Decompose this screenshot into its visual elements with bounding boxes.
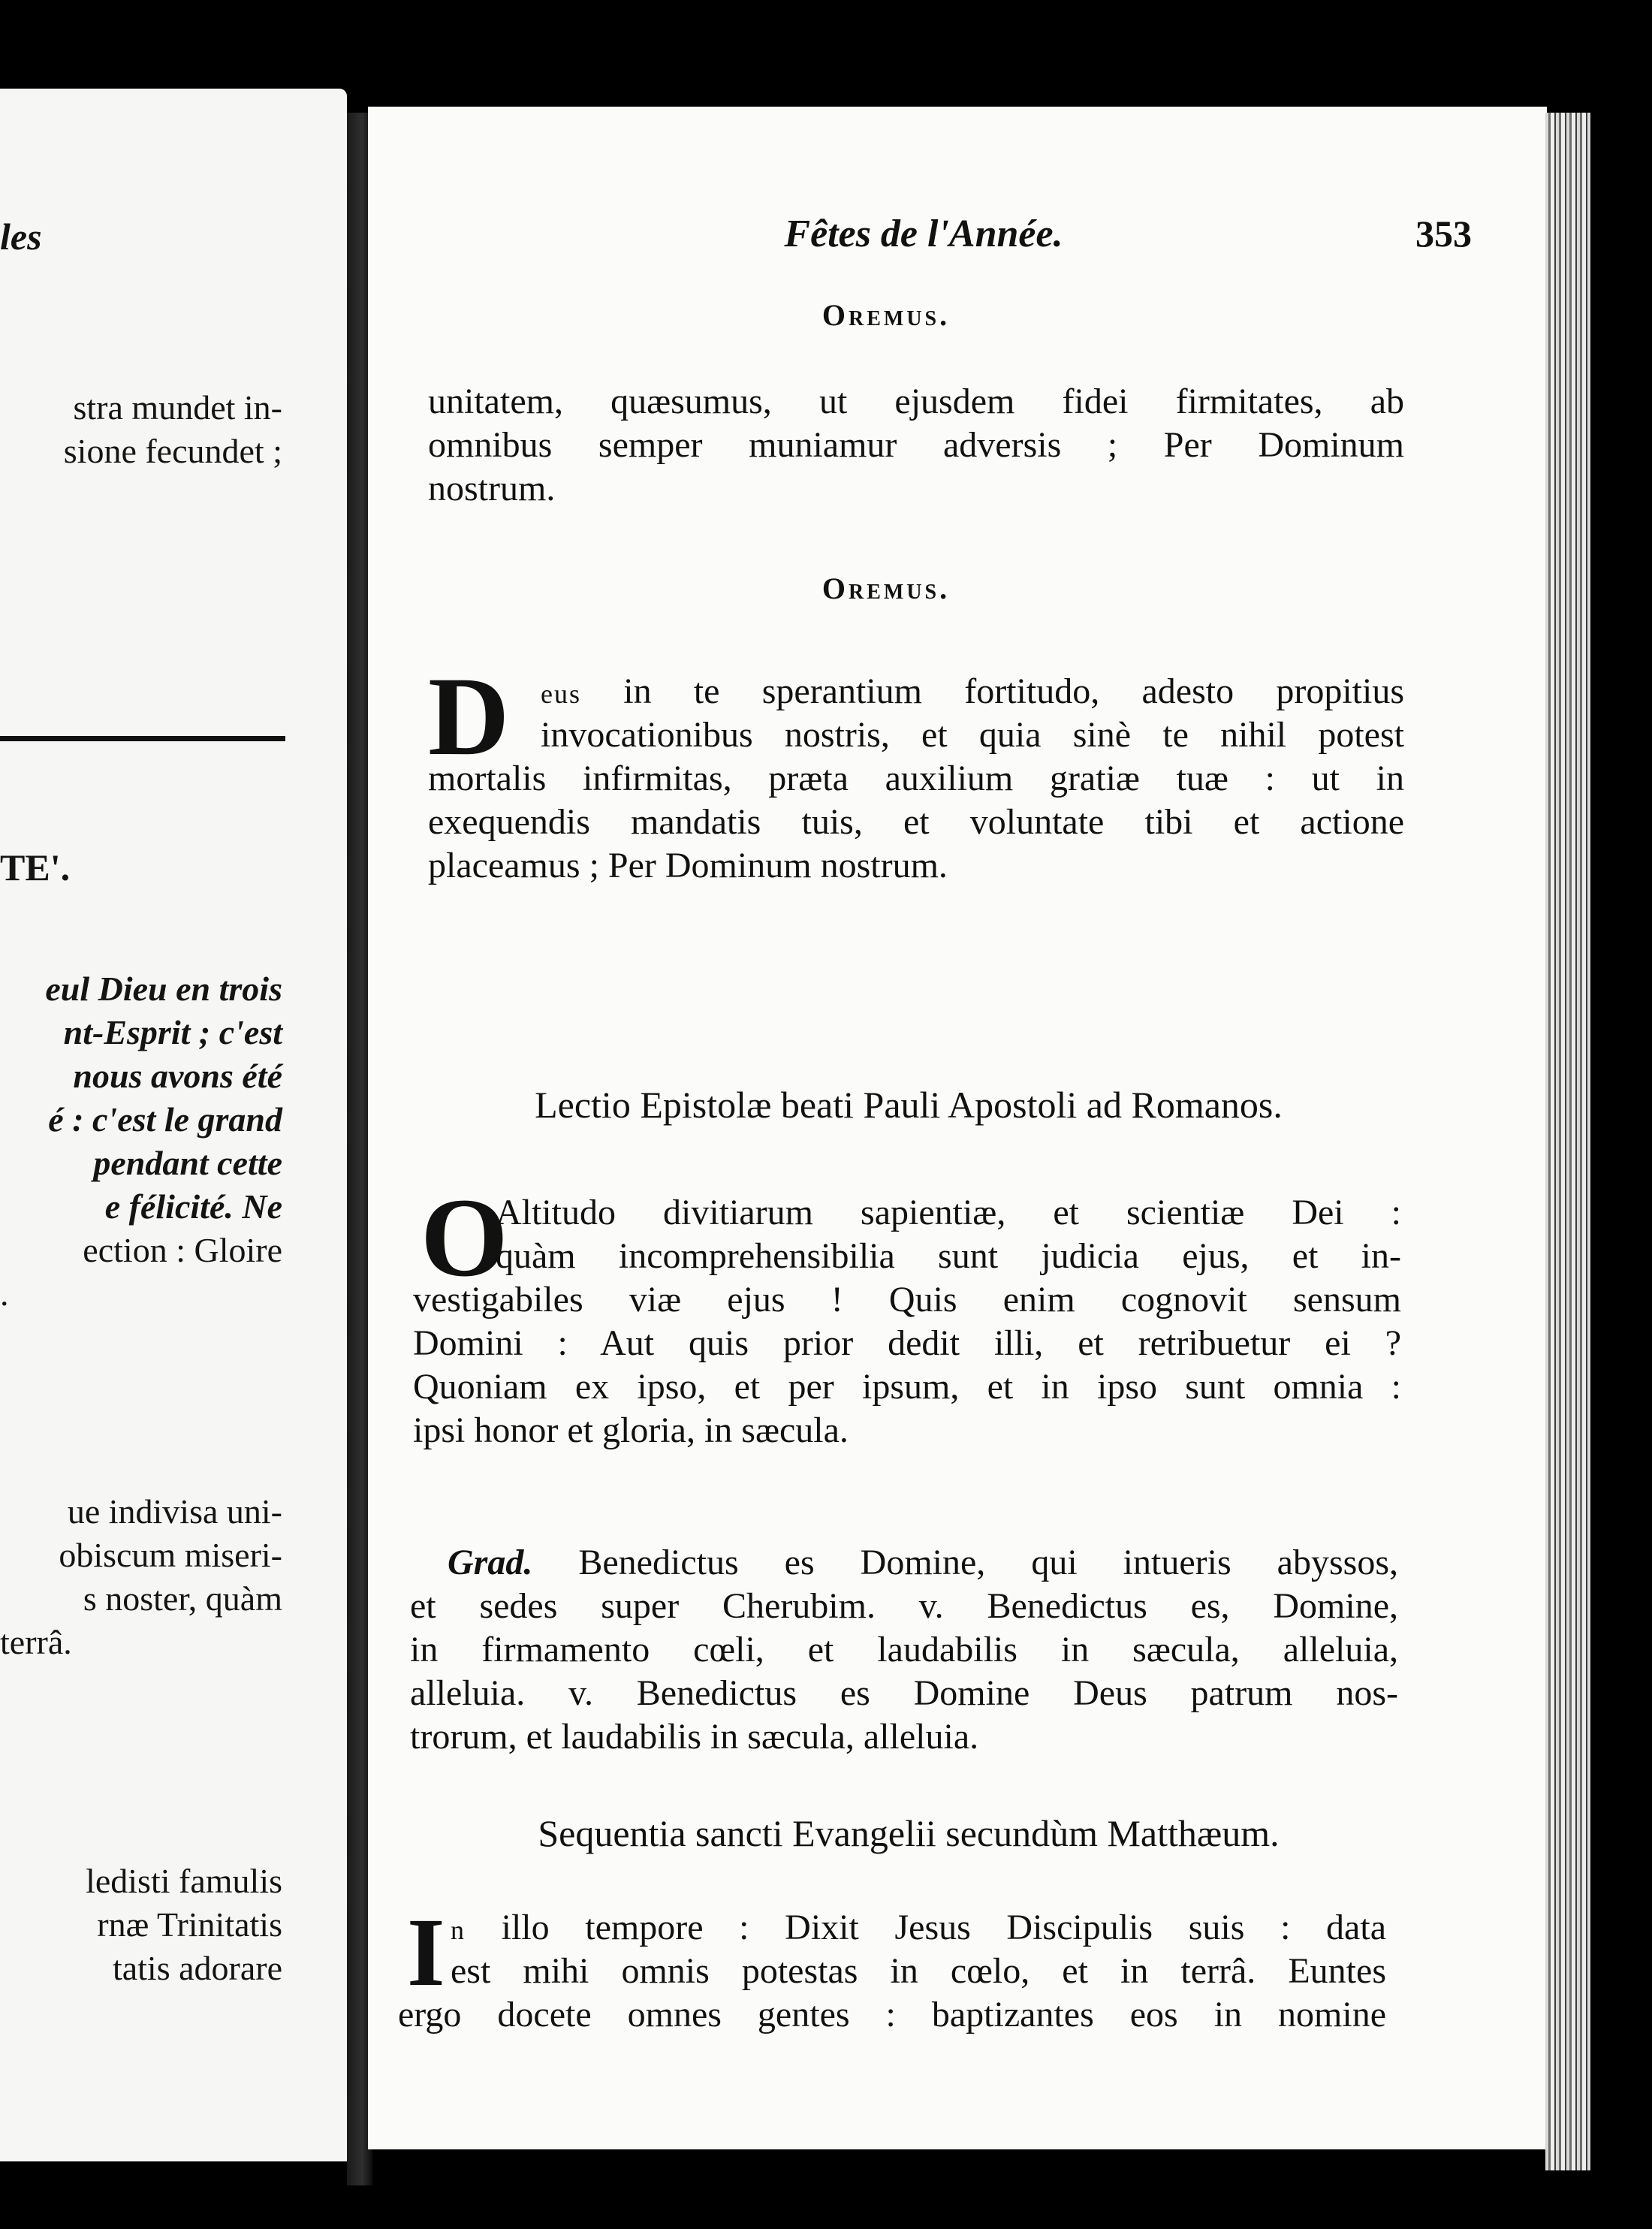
epistle-text: [413, 1175, 1401, 1452]
gospel-title: Sequentia sancti Evangelii secundùm Matthæum.: [538, 1812, 1280, 1854]
text-line: alleluia. v. Benedictus es Domine Deus patrum nos-: [410, 1673, 1398, 1713]
left-running-head: les: [0, 216, 42, 258]
text-line: invocationibus nostris, et quia sinè te nihil potest: [541, 715, 1404, 755]
oremus-1-text: [428, 380, 1404, 511]
page-edge: [1545, 113, 1590, 2170]
epistle-title: Lectio Epistolæ beati Pauli Apostoli ad Romanos.: [535, 1084, 1283, 1126]
drop-cap: O: [421, 1175, 508, 1300]
running-title: Fêtes de l'Année.: [784, 213, 1063, 255]
text-span: illo tempore : Dixit Jesus Discipulis suis : data: [466, 1908, 1386, 1947]
left-line: pendant cette: [93, 1144, 282, 1182]
left-line: obiscum miseri-: [59, 1536, 282, 1574]
text-line: unitatem, quæsumus, ut ejusdem fidei firmitates, ab: [428, 382, 1404, 421]
page-number: 353: [1415, 213, 1472, 255]
text-line: exequendis mandatis tuis, et voluntate tibi et actione: [428, 802, 1404, 842]
left-line: ue indivisa uni-: [67, 1492, 282, 1531]
oremus-heading: Oremus.: [821, 572, 951, 605]
text-line: [428, 670, 1404, 713]
section-rule: [0, 736, 285, 741]
left-line: sione fecundet ;: [63, 432, 282, 470]
left-line: ledisti famulis: [86, 1862, 282, 1900]
oremus-heading: Oremus.: [821, 298, 951, 332]
small-caps: eus: [541, 679, 581, 709]
drop-cap: I: [407, 1899, 445, 2007]
text-line: Quoniam ex ipso, et per ipsum, et in ipso sunt omnia :: [413, 1367, 1401, 1407]
running-header: [368, 212, 1547, 264]
left-heading-fragment: TE'.: [0, 846, 71, 888]
left-line: eul Dieu en trois: [45, 970, 282, 1008]
text-line: ipsi honor et gloria, in sæcula.: [413, 1410, 849, 1450]
left-line: e félicité. Ne: [104, 1187, 282, 1226]
right-page: [368, 107, 1547, 2149]
text-line: nostrum.: [428, 469, 556, 508]
left-page: [0, 89, 347, 2161]
left-line: s noster, quàm: [83, 1579, 282, 1618]
left-line: rnæ Trinitatis: [97, 1905, 282, 1944]
gospel-text: [398, 1899, 1386, 2037]
text-line: est mihi omnis potestas in cœlo, et in terrâ. Euntes: [451, 1951, 1386, 1991]
left-line: nt-Esprit ; c'est: [63, 1013, 282, 1051]
oremus-2-text: [428, 654, 1404, 888]
text-line: quàm incomprehensibilia sunt judicia ejus, et in-: [496, 1236, 1401, 1276]
text-span: Benedictus es Domine, qui intueris abyssos,: [532, 1543, 1398, 1582]
left-line: nous avons été: [73, 1057, 282, 1095]
text-line: Domini : Aut quis prior dedit illi, et retribuetur ei ?: [413, 1323, 1401, 1363]
text-line: [398, 1906, 1386, 1950]
left-line: tatis adorare: [112, 1949, 282, 1987]
left-line: stra mundet in-: [73, 388, 282, 427]
text-line: et sedes super Cherubim. v. Benedictus es, Domine,: [410, 1586, 1398, 1626]
text-line: trorum, et laudabilis in sæcula, alleluia.: [410, 1717, 979, 1757]
text-line: ergo docete omnes gentes : baptizantes eos in nomine: [398, 1995, 1386, 2034]
text-line: [410, 1541, 1398, 1585]
drop-cap: D: [428, 654, 510, 779]
left-line: .: [0, 1274, 9, 1313]
gradual-text: [410, 1541, 1398, 1759]
text-line: mortalis infirmitas, præta auxilium gratiæ tuæ : ut in: [428, 759, 1404, 798]
text-line: placeamus ; Per Dominum nostrum.: [428, 846, 948, 885]
small-caps: n: [451, 1915, 466, 1945]
left-line: ection : Gloire: [83, 1231, 282, 1269]
text-line: omnibus semper muniamur adversis ; Per Dominum: [428, 425, 1404, 465]
text-line: in firmamento cœli, et laudabilis in sæcula, alleluia,: [410, 1630, 1398, 1669]
left-line: é : c'est le grand: [48, 1100, 282, 1139]
left-line: terrâ.: [0, 1623, 72, 1661]
text-line: vestigabiles viæ ejus ! Quis enim cognovit sensum: [413, 1280, 1401, 1320]
text-span: in te sperantium fortitudo, adesto propitius: [581, 671, 1404, 711]
text-line: Altitudo divitiarum sapientiæ, et scientiæ Dei :: [496, 1193, 1401, 1232]
gradual-label: Grad.: [448, 1543, 533, 1582]
